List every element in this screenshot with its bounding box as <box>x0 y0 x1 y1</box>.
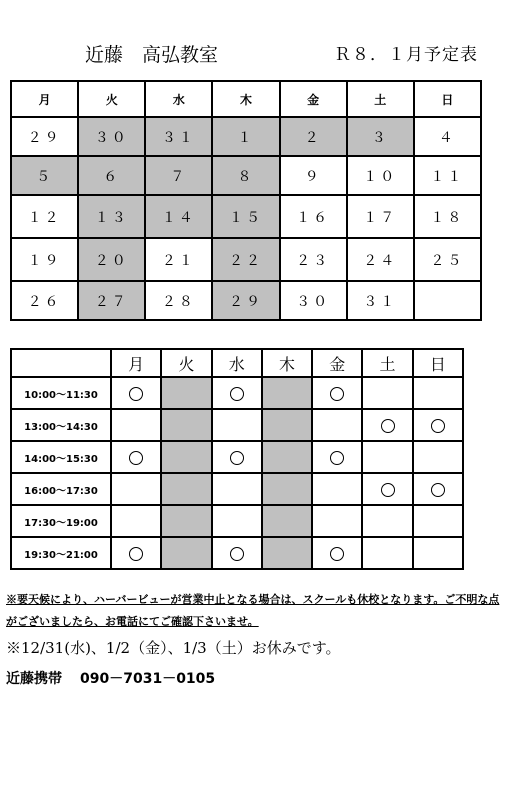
calendar-day: ３ <box>347 117 414 156</box>
schedule-row <box>11 473 463 505</box>
schedule-slot <box>413 505 463 537</box>
schedule-slot <box>413 441 463 473</box>
schedule-slot <box>362 441 412 473</box>
schedule-slot <box>111 505 161 537</box>
calendar-day: ２１ <box>145 238 212 281</box>
schedule-weekday: 土 <box>362 349 412 377</box>
schedule-slot <box>262 505 312 537</box>
schedule-slot <box>262 441 312 473</box>
class-available-circle-icon <box>330 547 344 561</box>
schedule-slot <box>212 409 262 441</box>
schedule-slot <box>312 473 362 505</box>
schedule-slot <box>212 505 262 537</box>
schedule-row <box>11 441 463 473</box>
calendar-day: １１ <box>414 156 481 195</box>
weather-notice: ※要天候により、ハーバービューが営業中止となる場合は、スクールも休校となります。ご不明な点がございましたら、お電話にてご確認下さいませ。 <box>6 593 500 628</box>
calendar-day: ９ <box>280 156 347 195</box>
class-available-circle-icon <box>431 483 445 497</box>
schedule-slot <box>312 537 362 569</box>
time-slot-label: 17:30～19:00 <box>11 505 111 537</box>
schedule-slot <box>312 441 362 473</box>
calendar-day: ２９ <box>212 281 279 320</box>
class-available-circle-icon <box>381 419 395 433</box>
calendar-day: ６ <box>78 156 145 195</box>
schedule-slot <box>212 473 262 505</box>
schedule-slot <box>161 409 211 441</box>
schedule-slot <box>111 441 161 473</box>
calendar-day: １２ <box>11 195 78 238</box>
calendar-day: １３ <box>78 195 145 238</box>
schedule-slot <box>212 537 262 569</box>
contact-phone[interactable]: 090－7031－0105 <box>80 671 216 687</box>
calendar-day <box>414 281 481 320</box>
schedule-row <box>11 409 463 441</box>
calendar-week-row <box>11 117 481 156</box>
class-available-circle-icon <box>129 547 143 561</box>
calendar-day: ２８ <box>145 281 212 320</box>
schedule-slot <box>362 505 412 537</box>
calendar-day: ２２ <box>212 238 279 281</box>
schedule-slot <box>262 473 312 505</box>
calendar-week-row <box>11 156 481 195</box>
calendar-week-row <box>11 238 481 281</box>
schedule-slot <box>262 377 312 409</box>
schedule-slot <box>161 473 211 505</box>
schedule-row <box>11 505 463 537</box>
schedule-slot <box>362 377 412 409</box>
time-slot-label: 13:00～14:30 <box>11 409 111 441</box>
schedule-slot <box>212 441 262 473</box>
class-available-circle-icon <box>330 451 344 465</box>
calendar-day: ２３ <box>280 238 347 281</box>
schedule-slot <box>312 377 362 409</box>
calendar-week-row <box>11 195 481 238</box>
calendar-day: ２７ <box>78 281 145 320</box>
schedule-slot <box>413 473 463 505</box>
weekday-sun: 日 <box>414 81 481 117</box>
calendar-day: １８ <box>414 195 481 238</box>
page-header <box>0 40 510 68</box>
schedule-slot <box>262 409 312 441</box>
calendar-day: ２５ <box>414 238 481 281</box>
calendar-day: ３０ <box>280 281 347 320</box>
calendar-day: ２ <box>280 117 347 156</box>
schedule-slot <box>413 409 463 441</box>
calendar-day: ３０ <box>78 117 145 156</box>
schedule-row <box>11 377 463 409</box>
schedule-slot <box>161 377 211 409</box>
schedule-weekday-row <box>11 349 463 377</box>
weekday-fri: 金 <box>280 81 347 117</box>
calendar-day: ３１ <box>145 117 212 156</box>
schedule-slot <box>111 409 161 441</box>
schedule-period: Ｒ８．１月予定表 <box>334 45 478 65</box>
weekday-mon: 月 <box>11 81 78 117</box>
schedule-slot <box>111 537 161 569</box>
calendar-day: ４ <box>414 117 481 156</box>
schedule-weekday: 月 <box>111 349 161 377</box>
class-available-circle-icon <box>230 451 244 465</box>
calendar-day: １４ <box>145 195 212 238</box>
calendar-weekday-row <box>11 81 481 117</box>
calendar-day: ２４ <box>347 238 414 281</box>
calendar-day: １０ <box>347 156 414 195</box>
classroom-title: 近藤 高弘教室 <box>85 44 219 66</box>
schedule-weekday: 金 <box>312 349 362 377</box>
time-slot-label: 10:00～11:30 <box>11 377 111 409</box>
schedule-slot <box>362 537 412 569</box>
weekday-wed: 水 <box>145 81 212 117</box>
class-available-circle-icon <box>381 483 395 497</box>
weekday-sat: 土 <box>347 81 414 117</box>
calendar-day: １９ <box>11 238 78 281</box>
schedule-slot <box>161 441 211 473</box>
calendar-day: ３１ <box>347 281 414 320</box>
calendar-day: １５ <box>212 195 279 238</box>
schedule-weekday: 火 <box>161 349 211 377</box>
calendar-day: ７ <box>145 156 212 195</box>
calendar-day: ２０ <box>78 238 145 281</box>
schedule-corner-cell <box>11 349 111 377</box>
schedule-row <box>11 537 463 569</box>
schedule-slot <box>161 505 211 537</box>
class-available-circle-icon <box>230 387 244 401</box>
schedule-slot <box>362 409 412 441</box>
schedule-slot <box>212 377 262 409</box>
weekly-schedule <box>10 348 464 570</box>
time-slot-label: 14:00～15:30 <box>11 441 111 473</box>
class-available-circle-icon <box>129 451 143 465</box>
weekday-tue: 火 <box>78 81 145 117</box>
calendar-week-row <box>11 281 481 320</box>
schedule-slot <box>111 377 161 409</box>
monthly-calendar <box>10 80 482 321</box>
calendar-day: ２９ <box>11 117 78 156</box>
class-available-circle-icon <box>230 547 244 561</box>
class-available-circle-icon <box>330 387 344 401</box>
class-available-circle-icon <box>129 387 143 401</box>
time-slot-label: 19:30～21:00 <box>11 537 111 569</box>
holiday-notice: ※12/31(水)、1/2（金）、1/3（土）お休みです。 <box>6 639 341 657</box>
time-slot-label: 16:00～17:30 <box>11 473 111 505</box>
schedule-slot <box>312 409 362 441</box>
schedule-slot <box>413 377 463 409</box>
schedule-weekday: 木 <box>262 349 312 377</box>
weekday-thu: 木 <box>212 81 279 117</box>
schedule-slots <box>11 377 463 569</box>
schedule-slot <box>362 473 412 505</box>
calendar-day: ５ <box>11 156 78 195</box>
schedule-slot <box>111 473 161 505</box>
calendar-days <box>11 117 481 320</box>
class-available-circle-icon <box>431 419 445 433</box>
calendar-day: １ <box>212 117 279 156</box>
schedule-slot <box>262 537 312 569</box>
calendar-day: ２６ <box>11 281 78 320</box>
contact-info <box>6 668 215 688</box>
contact-label: 近藤携帯 <box>6 671 62 687</box>
schedule-slot <box>161 537 211 569</box>
calendar-day: ８ <box>212 156 279 195</box>
schedule-weekday: 日 <box>413 349 463 377</box>
calendar-day: １６ <box>280 195 347 238</box>
schedule-weekday: 水 <box>212 349 262 377</box>
schedule-slot <box>413 537 463 569</box>
calendar-day: １７ <box>347 195 414 238</box>
schedule-slot <box>312 505 362 537</box>
